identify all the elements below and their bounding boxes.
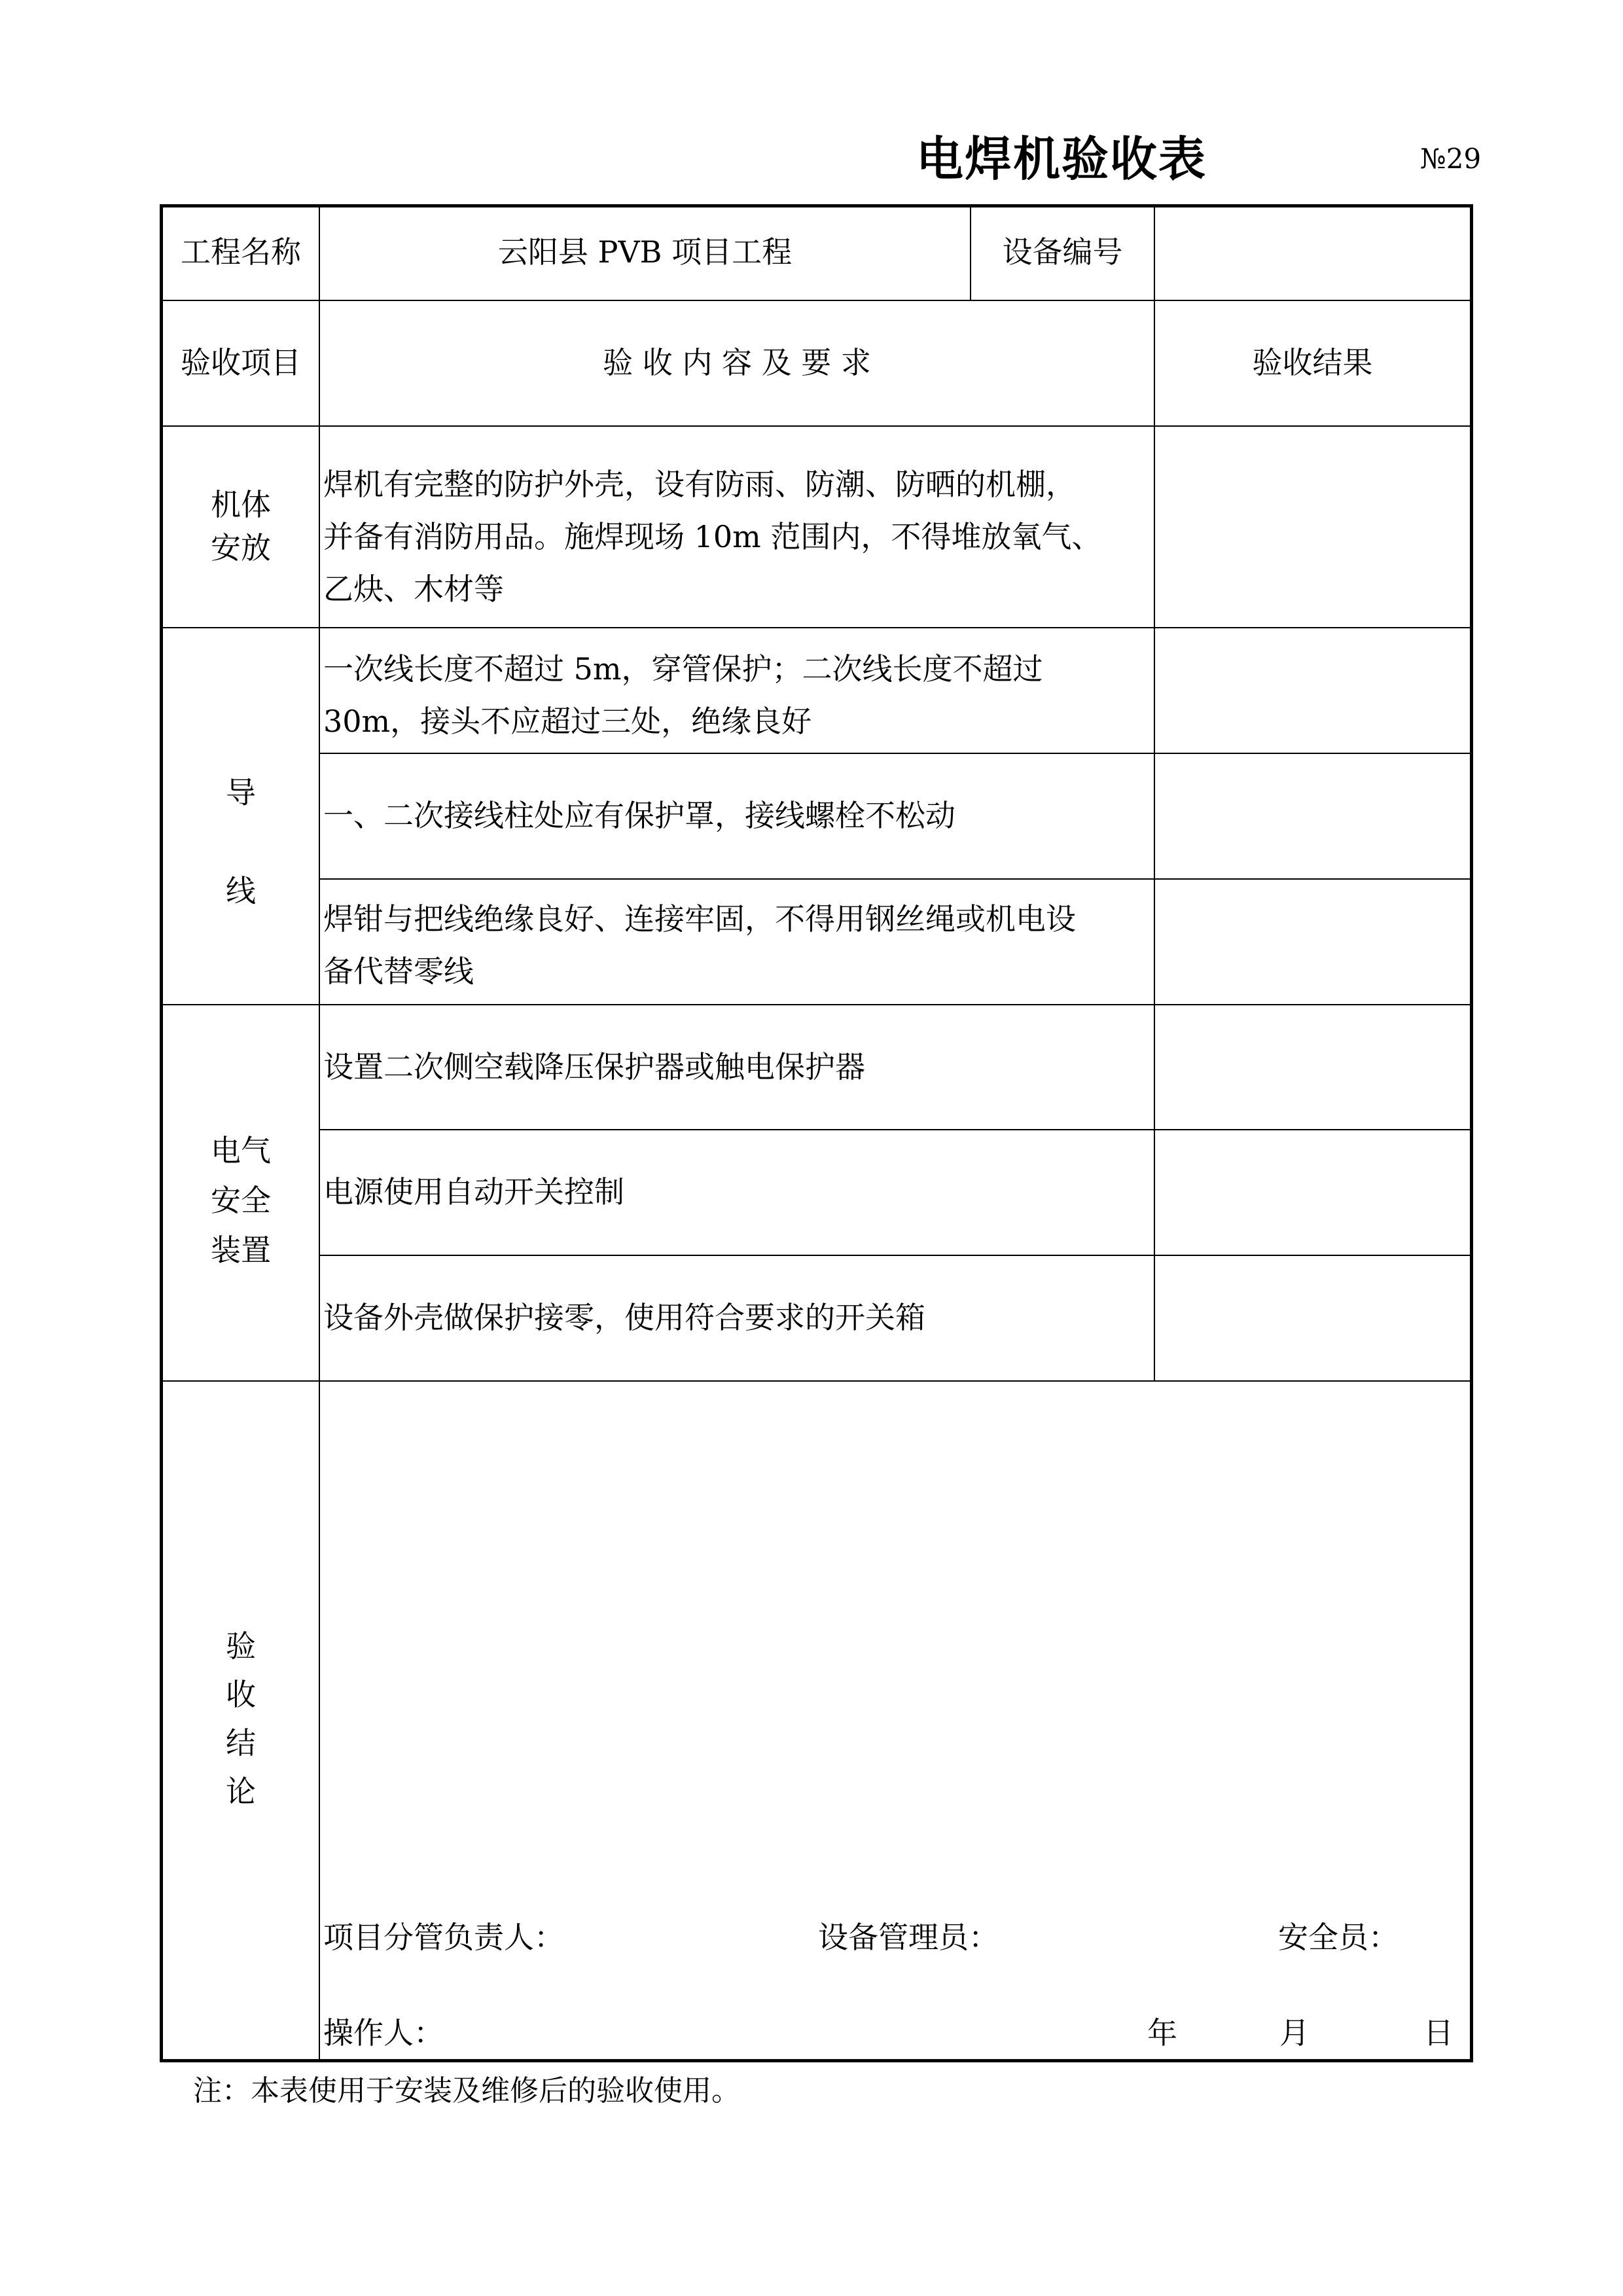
- column-header-item: 验收项目: [181, 345, 301, 380]
- operator-signature[interactable]: 操作人：: [323, 2015, 444, 2051]
- requirement-text: 一次线长度不超过 5m，穿管保护；二次线长度不超过 30m，接头不应超过三处，绝缘良好: [323, 651, 1043, 739]
- table-rule: [319, 204, 320, 2062]
- section-label-wire: 导 线: [226, 775, 256, 908]
- date-year[interactable]: 年: [1147, 2015, 1177, 2051]
- device-number-label: 设备编号: [1002, 234, 1123, 270]
- table-rule: [160, 1004, 1473, 1005]
- project-manager-signature[interactable]: 项目分管负责人：: [323, 1920, 564, 1955]
- column-header-result: 验收结果: [1252, 345, 1373, 380]
- project-name-value: 云阳县 PVB 项目工程: [497, 234, 793, 270]
- safety-officer-signature[interactable]: 安全员：: [1278, 1920, 1399, 1955]
- table-rule: [160, 300, 1473, 301]
- section-label-electrical: 电气 安全 装置: [211, 1133, 271, 1268]
- table-rule: [160, 1380, 1473, 1382]
- table-rule: [160, 627, 1473, 628]
- table-rule: [319, 1255, 1473, 1256]
- project-name-label: 工程名称: [181, 234, 301, 270]
- requirement-text: 设备外壳做保护接零，使用符合要求的开关箱: [323, 1300, 925, 1335]
- requirement-text: 焊钳与把线绝缘良好、连接牢固，不得用钢丝绳或机电设 备代替零线: [323, 901, 1076, 989]
- column-header-content: 验 收 内 容 及 要 求: [603, 345, 871, 380]
- section-label-body: 机体 安放: [211, 487, 271, 565]
- table-rule: [319, 1129, 1473, 1130]
- equipment-manager-signature[interactable]: 设备管理员：: [818, 1920, 999, 1955]
- date-month[interactable]: 月: [1279, 2015, 1310, 2051]
- page-title: 电焊机验收表: [916, 132, 1207, 187]
- conclusion-label: 验 收 结 论: [226, 1628, 256, 1809]
- requirement-text: 一、二次接线柱处应有保护罩，接线螺栓不松动: [323, 798, 955, 833]
- table-rule: [319, 878, 1473, 880]
- conclusion-text[interactable]: [323, 1401, 1462, 1859]
- requirement-text: 设置二次侧空载降压保护器或触电保护器: [323, 1049, 865, 1085]
- requirement-text: 焊机有完整的防护外壳，设有防雨、防潮、防晒的机棚， 并备有消防用品。施焊现场 10m 范围内，不得堆放氧气、 乙炔、木材等: [323, 467, 1102, 607]
- table-rule: [319, 753, 1473, 754]
- form-number: №29: [1420, 143, 1482, 175]
- requirement-text: 电源使用自动开关控制: [323, 1174, 624, 1210]
- footnote: 注：本表使用于安装及维修后的验收使用。: [193, 2074, 740, 2108]
- table-rule: [160, 425, 1473, 427]
- date-day[interactable]: 日: [1423, 2015, 1454, 2051]
